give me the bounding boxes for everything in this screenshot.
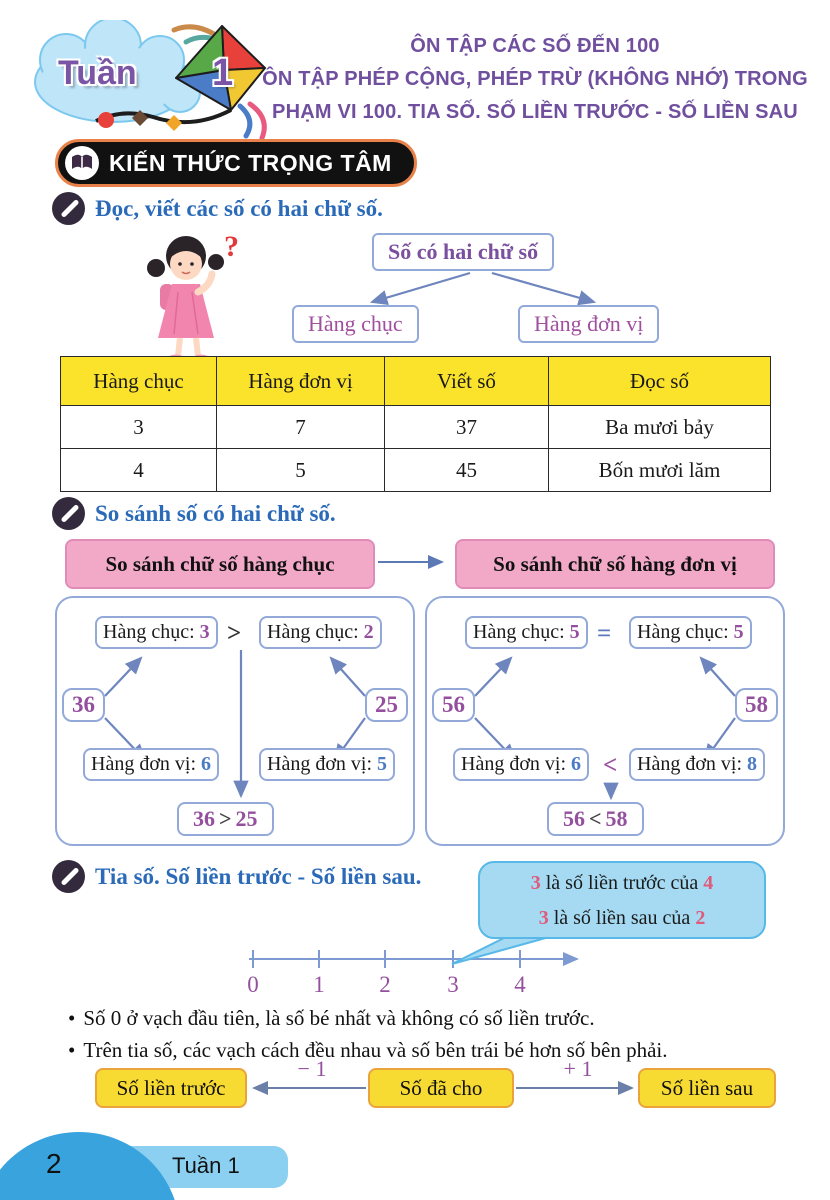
section-1-title: Đọc, viết các số có hai chữ số. <box>95 195 383 221</box>
units-label: Hàng đơn vị: <box>267 753 373 775</box>
previous-number-box: Số liền trước <box>95 1068 247 1108</box>
units-label: Hàng đơn vị: <box>637 753 743 775</box>
numberline-label: 4 <box>514 972 526 997</box>
units-label: Hàng đơn vị: <box>91 753 197 775</box>
speech-bubble <box>478 861 766 939</box>
units-box-right <box>259 748 395 781</box>
tens-label: Hàng chục: <box>637 621 729 643</box>
number-badge: 25 <box>365 688 408 722</box>
section-1-heading <box>52 192 383 225</box>
compare-step-2: So sánh chữ số hàng đơn vị <box>455 539 775 589</box>
comparison-result: 36 > 25 <box>177 802 274 836</box>
footer-week-label: Tuần 1 <box>172 1153 240 1178</box>
compare-step-1: So sánh chữ số hàng chục <box>65 539 375 589</box>
lesson-title-line-1: ÔN TẬP CÁC SỐ ĐẾN 100 <box>410 35 660 57</box>
table-cell: 37 <box>385 406 549 449</box>
tens-box-left <box>95 616 218 649</box>
pencil-icon <box>52 860 85 893</box>
flow-arrows <box>0 1060 830 1116</box>
units-value: 6 <box>571 753 582 775</box>
table-header: Viết số <box>385 357 549 406</box>
section-2-title: So sánh số có hai chữ số. <box>95 500 336 526</box>
table-cell: 7 <box>217 406 385 449</box>
pencil-icon <box>52 192 85 225</box>
tens-label: Hàng chục: <box>267 621 359 643</box>
bubble-line: 3 là số liền trước của 4 <box>530 872 714 894</box>
tens-value: 2 <box>363 621 374 643</box>
numberline-label: 0 <box>247 972 259 997</box>
plus-one-label: + 1 <box>563 1056 593 1081</box>
units-value: 8 <box>747 753 758 775</box>
table-header: Hàng chục <box>61 357 217 406</box>
pencil-icon <box>52 497 85 530</box>
page-number: 2 <box>46 1148 62 1179</box>
week-label: Tuần <box>58 54 137 92</box>
comparison-result: 56 < 58 <box>547 802 644 836</box>
units-box-right <box>629 748 765 781</box>
tens-operator: = <box>597 620 612 647</box>
tens-label: Hàng chục: <box>103 621 195 643</box>
table-header: Hàng đơn vị <box>217 357 385 406</box>
table-header: Đọc số <box>549 357 771 406</box>
table-cell: Bốn mươi lăm <box>549 449 771 492</box>
lesson-title <box>252 30 818 129</box>
tree-arrows <box>280 270 700 308</box>
table-header-row <box>61 357 771 406</box>
tree-right-box: Hàng đơn vị <box>518 305 659 343</box>
table-cell: 3 <box>61 406 217 449</box>
table-cell: 5 <box>217 449 385 492</box>
units-value: 5 <box>377 753 388 775</box>
step-arrow <box>376 554 452 570</box>
units-operator: < <box>603 752 618 779</box>
number-badge: 56 <box>432 688 475 722</box>
number-badge: 36 <box>62 688 105 722</box>
tens-operator: > <box>227 620 242 647</box>
table-row <box>61 449 771 492</box>
girl-illustration <box>140 226 252 364</box>
numberline-label: 2 <box>379 972 391 997</box>
section-3-title: Tia số. Số liền trước - Số liền sau. <box>95 863 422 889</box>
next-number-box: Số liền sau <box>638 1068 776 1108</box>
lesson-title-line-3: PHẠM VI 100. TIA SỐ. SỐ LIỀN TRƯỚC - SỐ LIỀN SAU <box>272 101 798 123</box>
tree-left-box: Hàng chục <box>292 305 419 343</box>
section-3-heading <box>52 860 421 893</box>
note-bullet: • Số 0 ở vạch đầu tiên, là số bé nhất và không có số liền trước. <box>68 1006 595 1030</box>
minus-one-label: − 1 <box>297 1056 327 1081</box>
table-cell: 45 <box>385 449 549 492</box>
number-badge: 58 <box>735 688 778 722</box>
units-label: Hàng đơn vị: <box>461 753 567 775</box>
numberline-label: 3 <box>447 972 459 997</box>
footer-page-blob <box>0 1132 180 1200</box>
tree-root-box: Số có hai chữ số <box>372 233 554 271</box>
compare-panel-36-25 <box>55 596 415 846</box>
book-icon <box>65 146 99 180</box>
table-cell: 4 <box>61 449 217 492</box>
table-row <box>61 406 771 449</box>
units-box-left <box>83 748 219 781</box>
banner-label: KIẾN THỨC TRỌNG TÂM <box>109 149 392 176</box>
given-number-box: Số đã cho <box>368 1068 514 1108</box>
section-2-heading <box>52 497 336 530</box>
bubble-line: 3 là số liền sau của 2 <box>538 907 706 929</box>
table-cell: Ba mươi bảy <box>549 406 771 449</box>
tens-label: Hàng chục: <box>473 621 565 643</box>
tens-box-right <box>259 616 382 649</box>
units-value: 6 <box>201 753 212 775</box>
note-bullet: • Trên tia số, các vạch cách đều nhau và số bên trái bé hơn số bên phải. <box>68 1038 668 1062</box>
tens-value: 3 <box>199 621 210 643</box>
units-box-left <box>453 748 589 781</box>
tens-value: 5 <box>733 621 744 643</box>
speech-bubble-tail <box>440 934 580 970</box>
compare-panel-56-58 <box>425 596 785 846</box>
tens-box-left <box>465 616 588 649</box>
place-value-table <box>60 356 771 492</box>
week-number: 1 <box>212 52 234 94</box>
numberline-label: 1 <box>313 972 325 997</box>
tens-value: 5 <box>569 621 580 643</box>
key-knowledge-banner <box>55 139 417 187</box>
lesson-title-line-2: ÔN TẬP PHÉP CỘNG, PHÉP TRỪ (KHÔNG NHỚ) TRONG <box>262 68 808 90</box>
question-mark-icon: ? <box>224 230 239 263</box>
tens-box-right <box>629 616 752 649</box>
